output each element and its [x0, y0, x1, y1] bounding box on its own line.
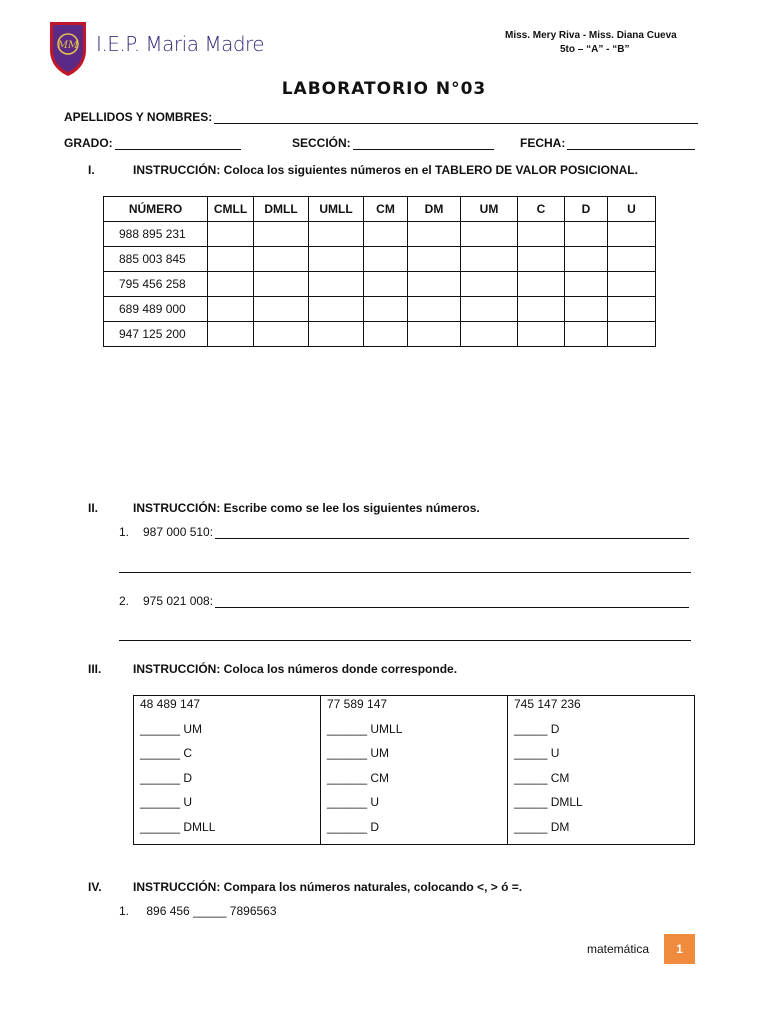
answer-cell[interactable] [208, 272, 254, 297]
match-column [321, 696, 508, 845]
answer-cell[interactable] [608, 222, 656, 247]
col-header-umll: UMLL [309, 197, 364, 222]
answer-cell[interactable] [608, 297, 656, 322]
answer-cell[interactable] [565, 222, 608, 247]
school-logo [47, 20, 89, 77]
section-label: SECCIÓN: [292, 136, 351, 150]
item-index: 1. [119, 525, 130, 539]
table-row [104, 322, 656, 347]
blank-line[interactable]: ______ D [140, 770, 193, 785]
answer-cell[interactable] [565, 322, 608, 347]
section2-instruction: INSTRUCCIÓN: Escribe como se lee los siguientes números. [133, 501, 480, 515]
column-number: 77 589 147 [327, 697, 388, 711]
names-field [64, 110, 698, 124]
number-cell: 885 003 845 [104, 247, 208, 272]
date-field [520, 136, 695, 150]
item-number: 975 021 008: [143, 594, 214, 608]
section1-numeral: I. [88, 163, 95, 177]
item-index: 1. [119, 904, 130, 918]
answer-cell[interactable] [461, 272, 518, 297]
blank-line[interactable]: _____ DMLL [514, 795, 583, 810]
answer-cell[interactable] [608, 322, 656, 347]
answer-line-continued[interactable] [119, 628, 691, 641]
place-match-table [133, 695, 695, 845]
blank-line[interactable]: _____ CM [514, 770, 570, 785]
answer-cell[interactable] [608, 272, 656, 297]
table-row [104, 272, 656, 297]
answer-cell[interactable] [309, 247, 364, 272]
blank-line[interactable]: ______ UMLL [327, 721, 403, 736]
answer-cell[interactable] [254, 322, 309, 347]
col-header-c: C [518, 197, 565, 222]
col-header-numero: NÚMERO [104, 197, 208, 222]
number-cell: 988 895 231 [104, 222, 208, 247]
answer-cell[interactable] [408, 272, 461, 297]
answer-cell[interactable] [461, 247, 518, 272]
answer-cell[interactable] [208, 247, 254, 272]
col-header-cmll: CMLL [208, 197, 254, 222]
section2-numeral: II. [88, 501, 99, 515]
answer-cell[interactable] [408, 322, 461, 347]
left-number: 896 456 [146, 904, 190, 918]
blank-line[interactable]: ______ C [140, 746, 193, 761]
answer-cell[interactable] [518, 272, 565, 297]
blank-line[interactable]: _____ D [514, 721, 560, 736]
section1-instruction: INSTRUCCIÓN: Coloca los siguientes números en el TABLERO DE VALOR POSICIONAL. [133, 163, 638, 177]
col-header-dmll: DMLL [254, 197, 309, 222]
blank-line[interactable]: _____ U [514, 746, 560, 761]
blank-line[interactable]: _____ DM [514, 819, 570, 834]
compare-item-1 [119, 904, 277, 918]
blank-line[interactable]: ______ UM [327, 746, 390, 761]
table-row [104, 222, 656, 247]
blank-line[interactable]: ______ CM [327, 770, 390, 785]
answer-cell[interactable] [208, 322, 254, 347]
answer-cell[interactable] [208, 222, 254, 247]
answer-cell[interactable] [364, 322, 408, 347]
item-number: 987 000 510: [143, 525, 214, 539]
table-row [104, 247, 656, 272]
answer-cell[interactable] [364, 272, 408, 297]
number-cell: 795 456 258 [104, 272, 208, 297]
date-label: FECHA: [520, 136, 566, 150]
section3-numeral: III. [88, 662, 102, 676]
answer-cell[interactable] [408, 222, 461, 247]
teachers-names: Miss. Mery Riva - Miss. Diana Cueva [505, 30, 677, 41]
blank-line[interactable]: ______ U [327, 795, 380, 810]
table-header-row [104, 197, 656, 222]
section3-instruction: INSTRUCCIÓN: Coloca los números donde corresponde. [133, 662, 458, 676]
page-title: LABORATORIO N°03 [281, 79, 487, 99]
read-item-1 [119, 525, 689, 539]
col-header-d: D [565, 197, 608, 222]
col-header-um: UM [461, 197, 518, 222]
right-number: 7896563 [229, 904, 277, 918]
answer-cell[interactable] [309, 272, 364, 297]
col-header-dm: DM [408, 197, 461, 222]
logo-monogram: MM [57, 40, 79, 51]
place-value-table [103, 196, 656, 347]
answer-cell[interactable] [254, 222, 309, 247]
answer-cell[interactable] [565, 272, 608, 297]
compare-blank[interactable]: _____ [193, 904, 227, 918]
answer-cell[interactable] [254, 272, 309, 297]
item-index: 2. [119, 594, 130, 608]
date-blank[interactable] [567, 137, 695, 150]
answer-cell[interactable] [518, 322, 565, 347]
answer-cell[interactable] [364, 222, 408, 247]
section-blank[interactable] [353, 137, 494, 150]
number-cell: 689 489 000 [104, 297, 208, 322]
match-column [134, 696, 321, 845]
col-header-u: U [608, 197, 656, 222]
answer-cell[interactable] [518, 297, 565, 322]
page-number-badge: 1 [664, 934, 695, 964]
blank-line[interactable]: ______ D [327, 819, 380, 834]
section-field [292, 136, 494, 150]
answer-cell[interactable] [461, 297, 518, 322]
answer-cell[interactable] [461, 322, 518, 347]
answer-line[interactable] [215, 526, 689, 539]
answer-cell[interactable] [518, 222, 565, 247]
read-item-2 [119, 594, 689, 608]
table-row [104, 297, 656, 322]
answer-cell[interactable] [565, 297, 608, 322]
answer-cell[interactable] [364, 297, 408, 322]
answer-cell[interactable] [408, 297, 461, 322]
grade-blank[interactable] [115, 137, 241, 150]
answer-cell[interactable] [461, 222, 518, 247]
names-blank[interactable] [214, 111, 698, 124]
section4-instruction: INSTRUCCIÓN: Compara los números naturales, colocando <, > ó =. [133, 880, 523, 894]
answer-cell[interactable] [309, 322, 364, 347]
answer-cell[interactable] [208, 297, 254, 322]
answer-cell[interactable] [608, 247, 656, 272]
column-number: 745 147 236 [514, 697, 581, 711]
blank-line[interactable]: ______ UM [140, 721, 203, 736]
section4-numeral: IV. [88, 880, 102, 894]
answer-line-continued[interactable] [119, 560, 691, 573]
answer-cell[interactable] [254, 247, 309, 272]
grade-field [64, 136, 241, 150]
answer-cell[interactable] [364, 247, 408, 272]
school-name: I.E.P. Maria Madre [96, 32, 265, 56]
blank-line[interactable]: ______ DMLL [140, 819, 216, 834]
grade-sections: 5to – “A” - “B” [560, 44, 630, 55]
grade-label: GRADO: [64, 136, 113, 150]
column-number: 48 489 147 [140, 697, 201, 711]
answer-cell[interactable] [309, 297, 364, 322]
col-header-cm: CM [364, 197, 408, 222]
match-column [508, 696, 695, 845]
subject-label: matemática [587, 942, 650, 956]
names-label: APELLIDOS Y NOMBRES: [64, 110, 213, 124]
answer-cell[interactable] [309, 222, 364, 247]
answer-cell[interactable] [408, 247, 461, 272]
number-cell: 947 125 200 [104, 322, 208, 347]
answer-cell[interactable] [565, 247, 608, 272]
blank-line[interactable]: ______ U [140, 795, 193, 810]
answer-line[interactable] [215, 595, 689, 608]
answer-cell[interactable] [518, 247, 565, 272]
answer-cell[interactable] [254, 297, 309, 322]
